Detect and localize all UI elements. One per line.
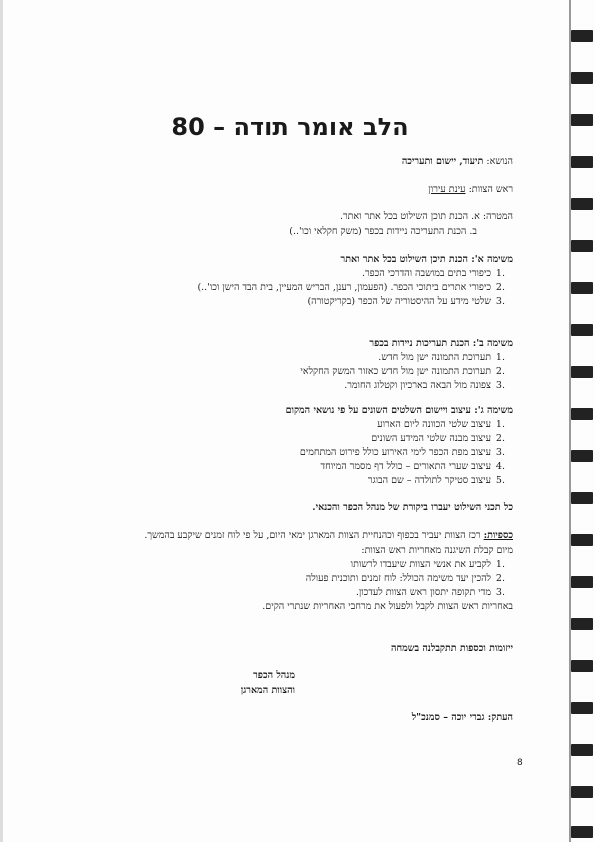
subject-line (402, 156, 513, 167)
list-item-text: עיצוב שלטי הכוונה ליום הארוע (377, 419, 491, 430)
list-item-text: לקביע את אנשי הצוות שיעבדו לרשותו (350, 559, 491, 570)
signer-2: והצוות המארגן (240, 685, 295, 696)
list-item-text: עיצוב מבנה שלטי המידע השונים (371, 433, 491, 444)
finance-sub: מיום קבלת השיגנה מאחריות ראש הצוות: (361, 545, 513, 556)
binding-ring (571, 30, 593, 42)
list-item-text: תערוכת התמונה ישן מול חדש. (378, 352, 491, 363)
binding-ring (571, 786, 593, 798)
binding-ring (571, 114, 593, 126)
binding-ring (571, 492, 593, 504)
finance-text: רכז הצוות יעביר בכפוף וכהנחיית הצוות המארגן ימאי היום, על פי לוח זמנים שיקבע בהמשך. (144, 530, 481, 541)
list-item: .3צפונה מול הבאה בארכיון וקטלוג החומר. (344, 380, 505, 391)
binding-ring (571, 240, 593, 252)
binding-ring (571, 576, 593, 588)
page-number: 8 (517, 758, 523, 768)
list-item: .1כיפורי בתים במושבה והדרכי הכפר. (361, 268, 505, 279)
binding-ring (571, 826, 593, 838)
subject-value: תיעוד, יישום ותעריכה (401, 156, 484, 167)
list-item-text: עיצוב מפת הכפר לימי האירוע כולל פירוט המתחמים (299, 447, 491, 458)
goal-label: המטרה: (482, 211, 513, 222)
list-item-text: צפונה מול הבאה בארכיון וקטלוג החומר. (344, 380, 491, 391)
list-item-text: להכין יעד משימה הכולל: לוח זמנים ותוכנית פעולה (305, 573, 491, 584)
goal-item: א. הכנת תוכן השילוט בכל אתר ואתר. (339, 211, 480, 222)
list-item: .4עיצוב שערי התאורים – כולל דף מסמר המיוחד (320, 461, 505, 472)
binding-ring (571, 660, 593, 672)
task-a-heading: משימה א': הכנת תיכן השילוט בכל אתר ואתר (340, 254, 513, 265)
list-item: .1תערוכת התמונה ישן מול חדש. (378, 352, 505, 363)
binding-edge (569, 0, 571, 842)
head-value: עינת עירון (428, 184, 466, 195)
head-label: ראש הצוות: (468, 184, 513, 195)
binding-ring (571, 72, 593, 84)
list-item: .5עיצוב סטיקר לתולדה – שם הבוגר (367, 475, 505, 486)
binding-ring (571, 198, 593, 210)
binding-ring (571, 324, 593, 336)
signer-1: מנהל הכפר (253, 670, 295, 681)
list-item: .2כיפורי אתרים ביתוכי הכפר. (הפעמון, רענן, הבריש המעיין, בית הבד הישן וכו'..) (197, 282, 505, 293)
list-item-text: כיפורי בתים במושבה והדרכי הכפר. (361, 268, 491, 279)
binding-ring (571, 366, 593, 378)
binding-ring (571, 534, 593, 546)
binding-ring (571, 450, 593, 462)
list-item: .2עיצוב מבנה שלטי המידע השונים (371, 433, 505, 444)
finance-line (144, 530, 513, 541)
list-item-text: תערוכת התמונה ישן מול חדש כאזור המשק החקלאי (300, 366, 491, 377)
list-item: .3עיצוב מפת הכפר לימי האירוע כולל פירוט המתחמים (299, 447, 505, 458)
spiral-binding (565, 0, 595, 842)
review-note: כל תכני השילוט יעברו ביקורת של מנהל הכפר והכנאי. (312, 502, 513, 513)
head-line (428, 184, 513, 195)
list-item-text: כיפורי אתרים ביתוכי הכפר. (הפעמון, רענן, הבריש המעיין, בית הבד הישן וכו'..) (197, 282, 491, 293)
subject-label: הנושא: (486, 156, 513, 167)
approval-text: ייזומות וכספות תתקבלנה בשמחה (391, 643, 513, 654)
list-item: .3מדי תקופה יתסון ראש הצוות לעדכון. (355, 587, 505, 598)
goal-item: ב. הכנת התעריכה ניידות בכפר (משק חקלאי וכו'..) (289, 226, 477, 237)
task-c-heading: משימה ג': עיצוב ויישום השלטים השונים על פי נושאי המקום (285, 405, 513, 416)
task-b-heading: משימה ב': הכנת תעריכות ניידות בכפר (369, 338, 513, 349)
list-item: .2להכין יעד משימה הכולל: לוח זמנים ותוכנית פעולה (305, 573, 505, 584)
binding-ring (571, 156, 593, 168)
list-item-text: עיצוב סטיקר לתולדה – שם הבוגר (367, 475, 491, 486)
list-item: .1עיצוב שלטי הכוונה ליום הארוע (377, 419, 505, 430)
list-item-text: שלטי מידע על ההיסטוריה של הכפר (בקריקטורה) (307, 296, 491, 307)
list-item-text: עיצוב שערי התאורים – כולל דף מסמר המיוחד (320, 461, 491, 472)
binding-ring (571, 702, 593, 714)
binding-ring (571, 282, 593, 294)
binding-ring (571, 618, 593, 630)
binding-ring (571, 408, 593, 420)
list-item-text: מדי תקופה יתסון ראש הצוות לעדכון. (355, 587, 491, 598)
closing-text: באחריות ראש הצוות לקבל ולפעול את מרחבי האחריות שנתרי הקים. (262, 601, 513, 612)
scan-edge (0, 0, 3, 842)
copy-line: העתק: גברי יוכה – סמנכ"ל (411, 712, 513, 723)
list-item: .3שלטי מידע על ההיסטוריה של הכפר (בקריקטורה) (307, 296, 505, 307)
list-item: .1לקביע את אנשי הצוות שיעבדו לרשותו (350, 559, 505, 570)
binding-ring (571, 744, 593, 756)
page-title: הלב אומר תודה – 80 (171, 113, 409, 141)
goal-line (340, 211, 513, 222)
finance-label: כספיות: (483, 530, 513, 541)
list-item: .2תערוכת התמונה ישן מול חדש כאזור המשק החקלאי (300, 366, 505, 377)
